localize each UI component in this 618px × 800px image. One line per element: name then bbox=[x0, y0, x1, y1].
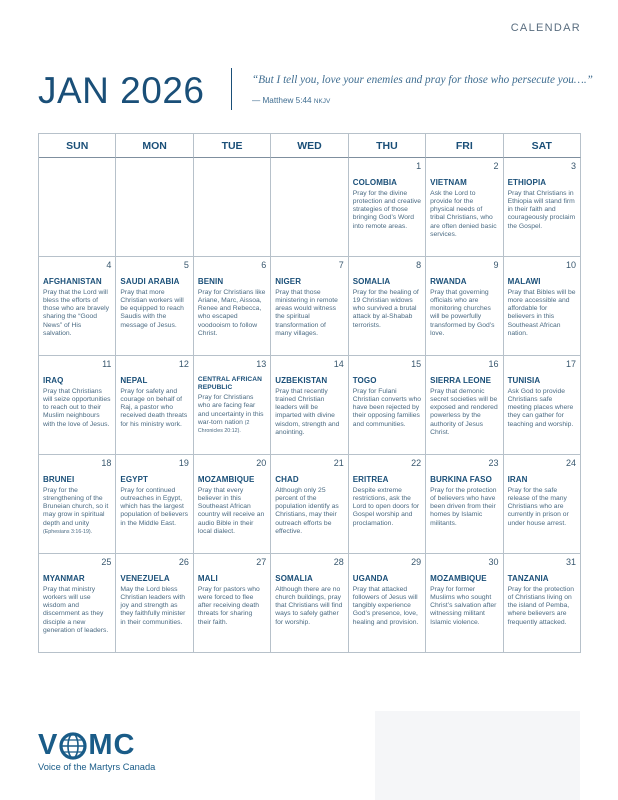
prayer-text bbox=[353, 289, 421, 330]
day-number: 23 bbox=[488, 458, 499, 468]
weekday-header: MON bbox=[116, 134, 193, 158]
day-number: 1 bbox=[416, 161, 422, 171]
day-cell bbox=[504, 158, 581, 257]
day-cell bbox=[504, 356, 581, 455]
day-cell bbox=[194, 257, 271, 356]
day-number: 17 bbox=[565, 359, 576, 369]
prayer-body: Although there are no church buildings, pray that Christians will find ways to safely gather for worship. bbox=[275, 585, 343, 626]
country-name: MOZAMBIQUE bbox=[430, 574, 487, 583]
day-number: 22 bbox=[411, 458, 422, 468]
day-cell bbox=[504, 257, 581, 356]
prayer-text bbox=[198, 289, 266, 339]
country-name: MYANMAR bbox=[43, 574, 85, 583]
prayer-text bbox=[120, 487, 188, 528]
day-number: 25 bbox=[101, 557, 112, 567]
day-number: 29 bbox=[411, 557, 422, 567]
prayer-body: Despite extreme restrictions, ask the Lord to open doors for Gospel worship and proclamation. bbox=[352, 486, 420, 527]
country-name: CHAD bbox=[275, 475, 299, 484]
header-divider bbox=[231, 68, 232, 110]
day-number: 4 bbox=[106, 260, 112, 270]
country-name: BENIN bbox=[197, 277, 224, 286]
prayer-text bbox=[430, 388, 498, 438]
day-cell bbox=[116, 257, 193, 356]
prayer-text bbox=[430, 289, 498, 339]
day-number: 19 bbox=[178, 458, 189, 468]
country-name: TUNISIA bbox=[507, 376, 541, 385]
prayer-body: Pray that more Christian workers will be equipped to reach Saudis with the message of Jesus. bbox=[120, 288, 184, 329]
day-cell bbox=[116, 356, 193, 455]
prayer-body: Pray that recently trained Christian leaders will be imparted with divine wisdom, strength and anointing. bbox=[275, 387, 340, 436]
day-number: 20 bbox=[256, 458, 267, 468]
day-cell bbox=[349, 455, 426, 554]
day-number: 7 bbox=[338, 260, 344, 270]
day-cell bbox=[426, 356, 503, 455]
prayer-text bbox=[275, 388, 343, 438]
prayer-text bbox=[275, 289, 343, 339]
day-number: 16 bbox=[488, 359, 499, 369]
empty-day-cell bbox=[116, 158, 193, 257]
weekday-header: SUN bbox=[39, 134, 116, 158]
prayer-text bbox=[275, 487, 343, 537]
prayer-text bbox=[43, 487, 111, 537]
day-number: 9 bbox=[493, 260, 499, 270]
prayer-body: Pray for the divine protection and creative strategies of those bringing God’s Word into remote areas. bbox=[352, 189, 421, 230]
country-name: TANZANIA bbox=[507, 574, 549, 583]
logo-wordmark bbox=[38, 729, 155, 762]
country-name: MALI bbox=[197, 574, 218, 583]
prayer-body: Ask God to provide Christians safe meeting places where they can gather for teaching and worship. bbox=[507, 387, 574, 428]
country-name: NIGER bbox=[275, 277, 302, 286]
weekday-header: THU bbox=[349, 134, 426, 158]
day-number: 28 bbox=[333, 557, 344, 567]
prayer-body: Pray for Christians who are facing fear and uncertainty in this war-torn nation bbox=[197, 394, 264, 426]
prayer-body: Pray that governing officials who are monitoring churches will be powerfully transformed by God’s love. bbox=[430, 288, 495, 337]
prayer-body: Pray for continued outreaches in Egypt, which has the largest population of believers in the Middle East. bbox=[120, 486, 188, 527]
prayer-text bbox=[198, 487, 266, 537]
prayer-body: Ask the Lord to provide for the physical needs of tribal Christians, who are often denied basic services. bbox=[430, 189, 497, 238]
prayer-body: Pray that the Lord will bless the efforts of those who are bravely sharing the “Good News” of His salvation. bbox=[43, 288, 110, 337]
prayer-body: Pray for Christians like Ariane, Marc, Aissoa, Renee and Rebecca, who escaped voodooism to follow Christ. bbox=[197, 288, 266, 337]
day-number: 26 bbox=[178, 557, 189, 567]
prayer-body: Pray that Christians in Ethiopia will stand firm in their faith and courageously proclaim the Gospel. bbox=[507, 189, 576, 230]
day-cell bbox=[349, 158, 426, 257]
country-name: NEPAL bbox=[120, 376, 148, 385]
country-name: TOGO bbox=[352, 376, 377, 385]
day-cell bbox=[116, 455, 193, 554]
day-cell bbox=[504, 455, 581, 554]
country-name: RWANDA bbox=[430, 277, 467, 286]
country-name: SIERRA LEONE bbox=[430, 376, 492, 385]
prayer-body: Pray for pastors who were forced to flee after receiving death threats for sharing their faith. bbox=[197, 585, 260, 626]
day-number: 12 bbox=[178, 359, 189, 369]
prayer-text bbox=[275, 586, 343, 627]
day-cell bbox=[349, 356, 426, 455]
prayer-body: Pray that every believer in this Southeast African country will receive an audio Bible in their local dialect. bbox=[197, 486, 265, 535]
logo-letters-mc: MC bbox=[88, 729, 136, 761]
country-name: BURKINA FASO bbox=[430, 475, 492, 484]
day-number: 15 bbox=[411, 359, 422, 369]
country-name: EGYPT bbox=[120, 475, 149, 484]
day-number: 11 bbox=[102, 359, 112, 369]
weekday-header: SAT bbox=[504, 134, 581, 158]
scripture-reference bbox=[252, 96, 330, 105]
day-number: 13 bbox=[256, 359, 267, 369]
empty-day-cell bbox=[39, 158, 116, 257]
prayer-body: Pray that those ministering in remote areas would witness the spiritual transformation of many villages. bbox=[275, 288, 338, 337]
prayer-body: Pray for the protection of Christians living on the island of Pemba, where believers are frequently attacked. bbox=[507, 585, 574, 626]
day-number: 10 bbox=[565, 260, 576, 270]
prayer-body: Pray for the healing of 19 Christian widows who survived a brutal attack by al-Shabab terrorists. bbox=[352, 288, 419, 329]
prayer-text bbox=[508, 586, 576, 627]
prayer-text bbox=[353, 487, 421, 528]
prayer-body: Pray for safety and courage on behalf of Raj, a pastor who received death threats for his ministry work. bbox=[120, 387, 188, 428]
country-name: SOMALIA bbox=[352, 277, 391, 286]
day-cell bbox=[194, 356, 271, 455]
country-name: UZBEKISTAN bbox=[275, 376, 328, 385]
day-cell bbox=[39, 554, 116, 653]
day-number: 8 bbox=[416, 260, 422, 270]
day-cell bbox=[39, 455, 116, 554]
country-name: VIETNAM bbox=[430, 178, 467, 187]
prayer-body: Pray that ministry workers will use wisdom and discernment as they disciple a new generation of leaders. bbox=[43, 585, 109, 634]
prayer-text bbox=[43, 289, 111, 339]
weekday-header: TUE bbox=[194, 134, 271, 158]
prayer-body: Pray that attacked followers of Jesus will tangibly experience God’s presence, love, healing and provision. bbox=[352, 585, 419, 626]
day-cell bbox=[426, 455, 503, 554]
country-name: IRAN bbox=[507, 475, 528, 484]
prayer-text bbox=[120, 586, 188, 627]
country-name: VENEZUELA bbox=[120, 574, 170, 583]
prayer-body: Pray that Christians will seize opportunities to reach out to their Muslim neighbours with the love of Jesus. bbox=[43, 387, 111, 428]
prayer-text bbox=[353, 190, 421, 231]
day-cell bbox=[349, 257, 426, 356]
day-cell bbox=[426, 257, 503, 356]
country-name: UGANDA bbox=[352, 574, 389, 583]
day-cell bbox=[194, 455, 271, 554]
country-name: CENTRAL AFRICAN REPUBLIC bbox=[197, 376, 262, 391]
day-number: 24 bbox=[565, 458, 576, 468]
prayer-text bbox=[508, 388, 576, 429]
prayer-body: Pray for Fulani Christian converts who have been rejected by their opposing families and communities. bbox=[352, 387, 421, 428]
empty-day-cell bbox=[194, 158, 271, 257]
country-name: BRUNEI bbox=[43, 475, 75, 484]
prayer-text bbox=[120, 289, 188, 330]
prayer-text bbox=[508, 289, 576, 339]
prayer-body: Pray that demonic secret societies will be exposed and rendered powerless by the authority of Jesus Christ. bbox=[430, 387, 498, 436]
day-cell bbox=[271, 257, 348, 356]
prayer-text bbox=[43, 586, 111, 636]
reference-text: — Matthew 5:44 bbox=[252, 96, 312, 105]
country-name: COLOMBIA bbox=[352, 178, 398, 187]
day-number: 27 bbox=[256, 557, 267, 567]
day-cell bbox=[504, 554, 581, 653]
country-name: SAUDI ARABIA bbox=[120, 277, 180, 286]
logo-letter-v: V bbox=[38, 729, 59, 761]
day-cell bbox=[116, 554, 193, 653]
bible-version: NKJV bbox=[313, 98, 331, 105]
prayer-body: May the Lord bless Christian leaders with joy and strength as they faithfully minister in their communities. bbox=[120, 585, 186, 626]
scripture-note: (Ephesians 3:16-19). bbox=[43, 528, 93, 535]
day-cell bbox=[194, 554, 271, 653]
prayer-body: Pray for the protection of believers who have been driven from their homes by Islamic militants. bbox=[430, 486, 497, 527]
prayer-text bbox=[508, 190, 576, 231]
day-cell bbox=[426, 554, 503, 653]
country-name: MOZAMBIQUE bbox=[197, 475, 255, 484]
country-name: IRAQ bbox=[43, 376, 64, 385]
country-name: ERITREA bbox=[352, 475, 389, 484]
prayer-body: Pray that Bibles will be more accessible and affordable for believers in this Southeast African nation. bbox=[507, 288, 576, 337]
country-name: MALAWI bbox=[507, 277, 541, 286]
day-cell bbox=[271, 455, 348, 554]
country-name: SOMALIA bbox=[275, 574, 313, 583]
prayer-body: Pray for the safe release of the many Christians who are currently in prison or under house arrest. bbox=[507, 486, 569, 527]
day-cell bbox=[39, 257, 116, 356]
prayer-body: Pray for the strengthening of the Bruneian church, so it may grow in spiritual depth and unity bbox=[43, 486, 109, 527]
prayer-text bbox=[353, 586, 421, 627]
vomc-logo bbox=[38, 729, 155, 772]
prayer-text bbox=[198, 586, 266, 627]
weekday-header: WED bbox=[271, 134, 348, 158]
day-cell bbox=[271, 356, 348, 455]
day-number: 6 bbox=[261, 260, 267, 270]
empty-day-cell bbox=[271, 158, 348, 257]
prayer-text bbox=[430, 586, 498, 627]
day-cell bbox=[426, 158, 503, 257]
day-number: 5 bbox=[183, 260, 189, 270]
day-number: 31 bbox=[565, 557, 576, 567]
country-name: AFGHANISTAN bbox=[43, 277, 102, 286]
prayer-text bbox=[120, 388, 188, 429]
day-number: 21 bbox=[333, 458, 344, 468]
day-number: 30 bbox=[488, 557, 499, 567]
notes-box bbox=[375, 711, 580, 800]
calendar-grid bbox=[38, 133, 581, 653]
prayer-text bbox=[430, 487, 498, 528]
logo-tagline: Voice of the Martyrs Canada bbox=[38, 762, 156, 772]
scripture-note: (2 Chronicles 20:12). bbox=[197, 419, 250, 435]
country-name: ETHIOPIA bbox=[507, 178, 547, 187]
globe-icon bbox=[59, 732, 87, 760]
weekday-header: FRI bbox=[426, 134, 503, 158]
day-cell bbox=[349, 554, 426, 653]
prayer-text bbox=[508, 487, 576, 528]
day-cell bbox=[271, 554, 348, 653]
prayer-text bbox=[430, 190, 498, 240]
day-cell bbox=[39, 356, 116, 455]
month-title: JAN 2026 bbox=[38, 70, 205, 111]
day-number: 18 bbox=[101, 458, 112, 468]
prayer-body: Pray for former Muslims who sought Christ’s salvation after witnessing militant Islamic violence. bbox=[430, 585, 497, 626]
day-number: 14 bbox=[333, 359, 344, 369]
calendar-label: CALENDAR bbox=[510, 22, 581, 34]
day-number: 2 bbox=[493, 161, 499, 171]
day-number: 3 bbox=[570, 161, 576, 171]
prayer-text bbox=[43, 388, 111, 429]
prayer-text bbox=[198, 394, 266, 435]
scripture-quote: “But I tell you, love your enemies and pray for those who persecute you….” bbox=[252, 74, 593, 86]
prayer-text bbox=[353, 388, 421, 429]
prayer-body: Although only 25 percent of the population identify as Christians, may their outreach efforts be effective. bbox=[275, 486, 339, 535]
